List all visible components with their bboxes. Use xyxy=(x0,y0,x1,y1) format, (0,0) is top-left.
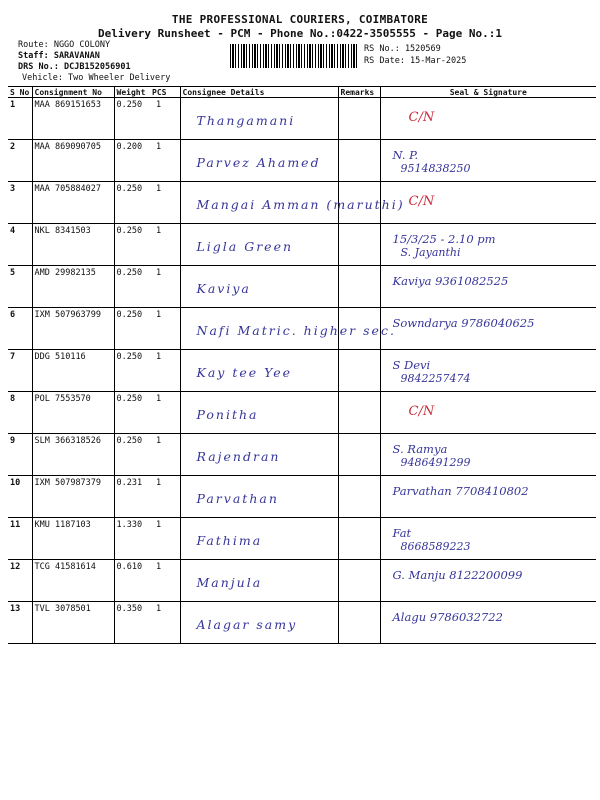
cell-remarks xyxy=(338,602,380,644)
sheet-title: THE PROFESSIONAL COURIERS, COIMBATORE xyxy=(171,13,429,26)
consignee-name: Manjula xyxy=(196,575,263,590)
consignee-name: Ligla Green xyxy=(196,239,294,254)
cell-pcs: 1 xyxy=(150,182,180,224)
consignee-name: Mangai Amman (maruthi) xyxy=(196,197,405,212)
cell-consignee xyxy=(180,182,405,224)
cell-seal-signature xyxy=(380,266,596,308)
cell-remarks xyxy=(338,518,380,560)
signature-text: Fat xyxy=(392,526,412,540)
col-remarks: Remarks xyxy=(338,87,380,98)
cell-consignment-no: TCG 41581614 xyxy=(32,560,114,602)
cell-remarks xyxy=(338,98,380,140)
table-row xyxy=(8,350,596,392)
cell-consignee xyxy=(180,392,338,434)
cell-consignment-no: DDG 510116 xyxy=(32,350,114,392)
table-row xyxy=(8,224,596,266)
cell-weight: 0.250 xyxy=(114,392,150,434)
cell-remarks xyxy=(338,434,380,476)
signature-text: Kaviya 9361082525 xyxy=(392,274,509,288)
signature-text: C/N xyxy=(408,404,435,419)
signature-phone: 9486491299 xyxy=(400,456,471,469)
cell-remarks xyxy=(338,266,380,308)
signature-text: 15/3/25 - 2.10 pm xyxy=(392,232,496,246)
signature-phone: S. Jayanthi xyxy=(400,246,461,259)
cell-pcs: 1 xyxy=(150,308,180,350)
cell-seal-signature xyxy=(380,308,596,350)
table-row xyxy=(8,434,596,476)
cell-consignee xyxy=(180,350,338,392)
cell-consignment-no: AMD 29982135 xyxy=(32,266,114,308)
cell-weight: 0.350 xyxy=(114,602,150,644)
cell-weight: 0.250 xyxy=(114,182,150,224)
table-row xyxy=(8,392,596,434)
col-seal-signature: Seal & Signature xyxy=(380,87,596,98)
cell-pcs: 1 xyxy=(150,350,180,392)
cell-consignee xyxy=(180,602,338,644)
cell-remarks xyxy=(338,392,380,434)
cell-consignment-no: TVL 3078501 xyxy=(32,602,114,644)
table-row xyxy=(8,182,596,224)
sheet-subtitle: Delivery Runsheet - PCM - Phone No.:0422-3505555 - Page No.:1 xyxy=(98,27,502,40)
cell-remarks xyxy=(338,224,380,266)
cell-remarks xyxy=(338,350,380,392)
signature-text: N. P. xyxy=(392,148,419,162)
cell-pcs: 1 xyxy=(150,434,180,476)
col-consignee: Consignee Details xyxy=(180,87,338,98)
cell-seal-signature xyxy=(380,140,596,182)
consignee-name: Parvez Ahamed xyxy=(196,155,321,170)
cell-pcs: 1 xyxy=(150,476,180,518)
col-sno: S No xyxy=(8,87,32,98)
signature-phone: 9842257474 xyxy=(400,372,471,385)
signature-text: C/N xyxy=(408,110,435,125)
cell-sno: 4 xyxy=(8,224,32,266)
consignee-name: Fathima xyxy=(196,533,263,548)
cell-sno: 7 xyxy=(8,350,32,392)
cell-weight: 0.610 xyxy=(114,560,150,602)
rs-date: RS Date: 15-Mar-2025 xyxy=(364,56,467,66)
consignee-name: Nafi Matric. higher sec. xyxy=(196,323,396,338)
col-consignment: Consignment No xyxy=(32,87,114,98)
cell-seal-signature xyxy=(380,392,596,434)
table-row xyxy=(8,98,596,140)
cell-sno: 10 xyxy=(8,476,32,518)
cell-consignee xyxy=(180,308,396,350)
cell-pcs: 1 xyxy=(150,266,180,308)
consignee-name: Parvathan xyxy=(196,491,279,506)
cell-sno: 5 xyxy=(8,266,32,308)
cell-seal-signature xyxy=(380,98,596,140)
signature-text: C/N xyxy=(408,194,435,209)
signature-text: Alagu 9786032722 xyxy=(392,610,503,624)
table-row xyxy=(8,140,596,182)
cell-consignment-no: KMU 1187103 xyxy=(32,518,114,560)
cell-sno: 2 xyxy=(8,140,32,182)
signature-text: Sowndarya 9786040625 xyxy=(392,316,535,330)
drs-number: DRS No.: DCJB152056901 xyxy=(18,62,131,72)
cell-remarks xyxy=(338,140,380,182)
cell-pcs: 1 xyxy=(150,560,180,602)
cell-weight: 0.250 xyxy=(114,266,150,308)
cell-seal-signature xyxy=(380,224,596,266)
barcode xyxy=(230,44,358,68)
cell-weight: 1.330 xyxy=(114,518,150,560)
cell-seal-signature xyxy=(380,476,596,518)
cell-sno: 9 xyxy=(8,434,32,476)
consignee-name: Rajendran xyxy=(196,449,281,464)
cell-consignment-no: MAA 869090705 xyxy=(32,140,114,182)
cell-consignment-no: IXM 507963799 xyxy=(32,308,114,350)
cell-consignee xyxy=(180,560,338,602)
cell-pcs: 1 xyxy=(150,392,180,434)
cell-sno: 3 xyxy=(8,182,32,224)
cell-consignment-no: NKL 8341503 xyxy=(32,224,114,266)
cell-pcs: 1 xyxy=(150,602,180,644)
cell-sno: 11 xyxy=(8,518,32,560)
cell-consignment-no: SLM 366318526 xyxy=(32,434,114,476)
cell-weight: 0.250 xyxy=(114,434,150,476)
cell-consignee xyxy=(180,266,338,308)
cell-pcs: 1 xyxy=(150,140,180,182)
cell-consignment-no: POL 7553570 xyxy=(32,392,114,434)
table-row xyxy=(8,602,596,644)
cell-weight: 0.250 xyxy=(114,350,150,392)
consignee-name: Thangamani xyxy=(196,113,296,128)
cell-seal-signature xyxy=(380,350,596,392)
cell-remarks xyxy=(338,560,380,602)
consignee-name: Alagar samy xyxy=(196,617,298,632)
cell-sno: 6 xyxy=(8,308,32,350)
consignee-name: Kaviya xyxy=(196,281,251,296)
signature-text: S. Ramya xyxy=(392,442,448,456)
cell-seal-signature xyxy=(380,602,596,644)
cell-sno: 1 xyxy=(8,98,32,140)
cell-consignment-no: MAA 705884027 xyxy=(32,182,114,224)
signature-text: Parvathan 7708410802 xyxy=(392,484,529,498)
cell-weight: 0.231 xyxy=(114,476,150,518)
route-label: Route: NGGO COLONY xyxy=(18,40,111,50)
staff-label: Staff: SARAVANAN xyxy=(18,51,100,61)
col-pcs: PCS xyxy=(150,87,180,98)
table-row xyxy=(8,518,596,560)
cell-consignee xyxy=(180,434,338,476)
table-header-row xyxy=(8,87,596,98)
cell-sno: 12 xyxy=(8,560,32,602)
table-row xyxy=(8,308,596,350)
cell-consignee xyxy=(180,518,338,560)
signature-text: S Devi xyxy=(392,358,431,372)
vehicle-label: Vehicle: Two Wheeler Delivery xyxy=(22,73,171,83)
cell-pcs: 1 xyxy=(150,518,180,560)
cell-seal-signature xyxy=(380,182,596,224)
cell-consignee xyxy=(180,98,338,140)
cell-weight: 0.200 xyxy=(114,140,150,182)
cell-sno: 8 xyxy=(8,392,32,434)
cell-pcs: 1 xyxy=(150,224,180,266)
table-row xyxy=(8,560,596,602)
cell-consignment-no: IXM 507987379 xyxy=(32,476,114,518)
cell-weight: 0.250 xyxy=(114,224,150,266)
cell-consignee xyxy=(180,140,338,182)
consignee-name: Kay tee Yee xyxy=(196,365,293,380)
cell-remarks xyxy=(338,476,380,518)
signature-phone: 9514838250 xyxy=(400,162,471,175)
rs-number: RS No.: 1520569 xyxy=(364,44,441,54)
cell-seal-signature xyxy=(380,560,596,602)
cell-consignee xyxy=(180,224,338,266)
runsheet-table xyxy=(8,86,596,644)
signature-text: G. Manju 8122200099 xyxy=(392,568,523,582)
cell-weight: 0.250 xyxy=(114,308,150,350)
signature-phone: 8668589223 xyxy=(400,540,471,553)
cell-seal-signature xyxy=(380,434,596,476)
table-row xyxy=(8,266,596,308)
cell-consignment-no: MAA 869151653 xyxy=(32,98,114,140)
cell-weight: 0.250 xyxy=(114,98,150,140)
col-weight: Weight xyxy=(114,87,150,98)
consignee-name: Ponitha xyxy=(196,407,259,422)
cell-pcs: 1 xyxy=(150,98,180,140)
cell-seal-signature xyxy=(380,518,596,560)
cell-consignee xyxy=(180,476,338,518)
table-row xyxy=(8,476,596,518)
cell-sno: 13 xyxy=(8,602,32,644)
